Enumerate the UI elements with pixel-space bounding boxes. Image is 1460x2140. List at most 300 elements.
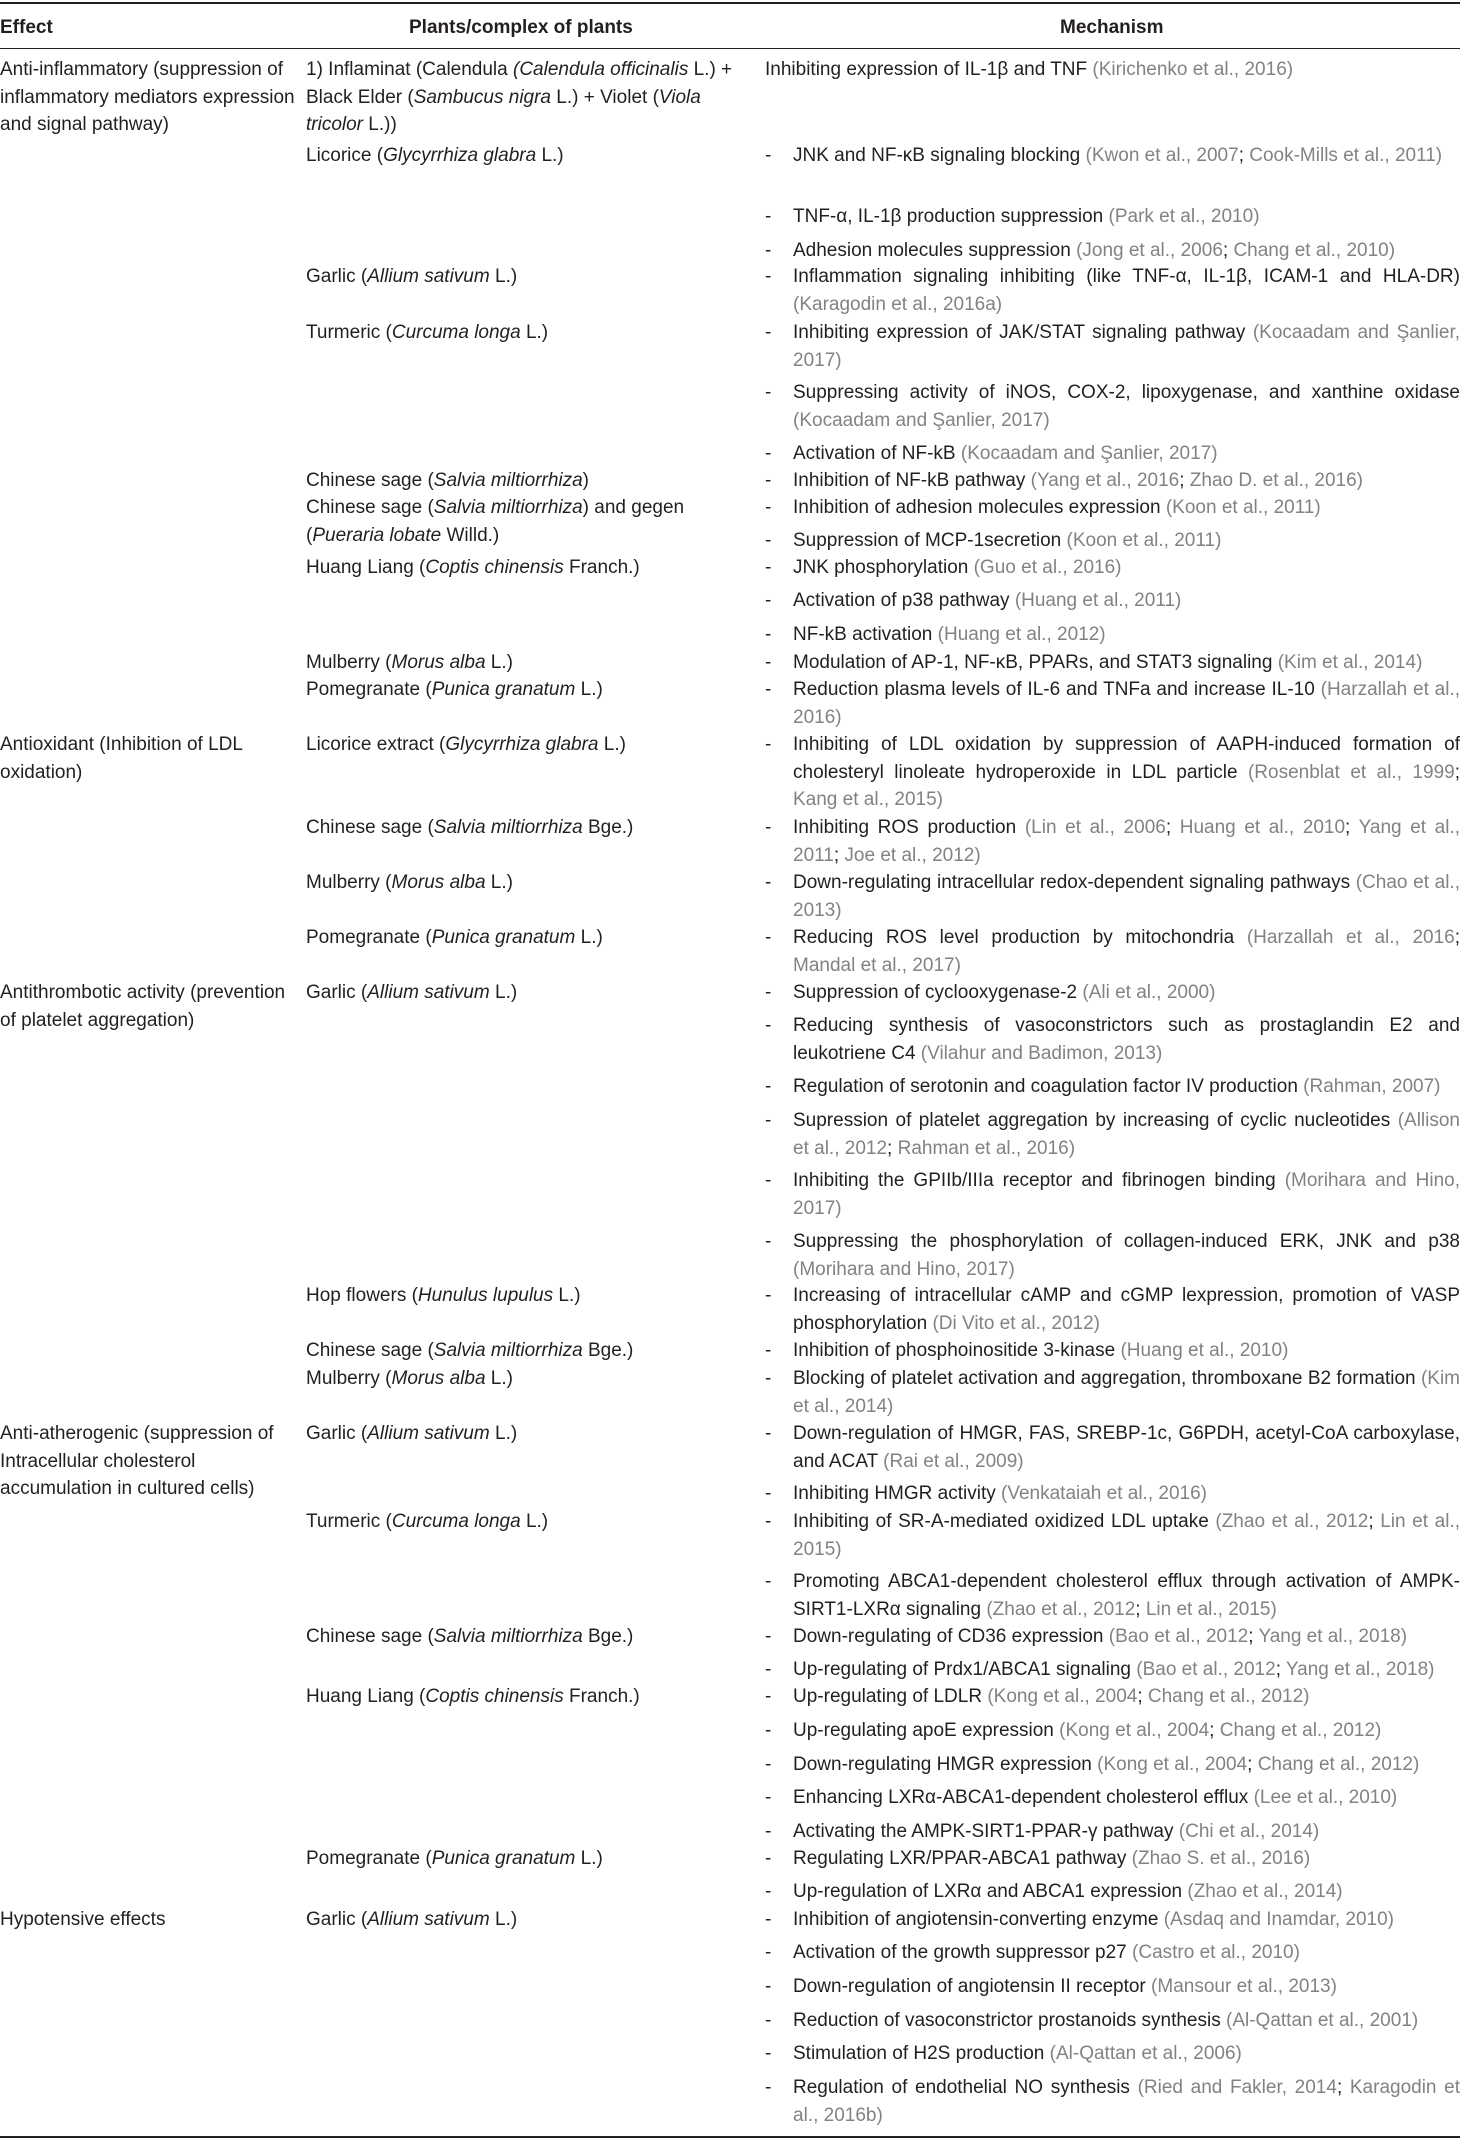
effect-cell	[0, 1420, 295, 1503]
species-name: Curcuma longa	[391, 1511, 521, 1532]
text-segment: Hypotensive effects	[0, 1909, 166, 1930]
species-name: Sambucus nigra	[413, 86, 551, 108]
bullet-dash: -	[765, 497, 772, 518]
mechanism-text	[793, 263, 1460, 318]
citation: (Allison et al., 2012	[793, 1110, 1460, 1159]
mechanism-cell	[765, 1508, 1460, 1563]
mechanism-text	[793, 731, 1460, 814]
bullet-dash: -	[765, 1170, 772, 1191]
plant-cell	[306, 814, 744, 842]
bullet-dash: -	[765, 1483, 772, 1504]
citation: (Karagodin et al., 2016a)	[793, 293, 1003, 315]
text-segment: ;	[1238, 145, 1250, 166]
text-segment: Reduction of vasoconstrictor prostanoids synthesis	[793, 2010, 1226, 2031]
citation: (Kirichenko et al., 2016)	[1092, 59, 1294, 80]
table-top-rule	[0, 2, 1460, 4]
mechanism-cell	[765, 1845, 1460, 1873]
text-segment: Down-regulating HMGR expression	[793, 1754, 1098, 1775]
plant-cell	[306, 1282, 744, 1310]
text-segment: Up-regulating of Prdx1/ABCA1 signaling	[793, 1659, 1137, 1680]
mechanism-text	[793, 237, 1460, 265]
text-segment: Pomegranate (	[306, 679, 432, 700]
text-segment: Up-regulating of LDLR	[793, 1686, 988, 1707]
text-segment: Garlic (	[306, 982, 368, 1003]
bullet-dash: -	[765, 2010, 772, 2031]
species-name: Glycyrrhiza glabra	[383, 145, 537, 166]
species-name: Allium sativum	[367, 982, 490, 1003]
mechanism-cell	[765, 1012, 1460, 1067]
text-segment: Inhibition of angiotensin-converting enzyme	[793, 1909, 1164, 1930]
bullet-dash: -	[765, 145, 772, 166]
mechanism-text	[793, 621, 1460, 649]
text-segment: Suppression of MCP-1secretion	[793, 530, 1067, 551]
mechanism-cell	[765, 1282, 1460, 1337]
text-segment: Enhancing LXRα-ABCA1-dependent cholesterol efflux	[793, 1787, 1254, 1808]
text-segment: L.)	[553, 1285, 581, 1306]
text-segment: Reducing synthesis of vasoconstrictors such as prostaglandin E2 and leukotriene C4	[793, 1015, 1460, 1064]
text-segment: ;	[887, 1137, 898, 1159]
plant-cell	[306, 1906, 744, 1934]
text-segment: Blocking of platelet activation and aggregation, thromboxane B2 formation	[793, 1368, 1421, 1389]
mechanism-text	[793, 1073, 1460, 1101]
mechanism-text	[793, 1683, 1460, 1711]
citation: Yang et al., 2018)	[1285, 1659, 1435, 1680]
citation: (Lin et al., 2006	[1024, 817, 1166, 838]
mechanism-cell	[765, 1420, 1460, 1475]
text-segment: Chinese sage (	[306, 470, 434, 491]
plant-cell	[306, 676, 744, 704]
citation: Kang et al., 2015)	[793, 789, 943, 810]
mechanism-cell	[765, 587, 1460, 615]
text-segment: Franch.)	[563, 1686, 640, 1707]
bullet-dash: -	[765, 1076, 772, 1097]
text-segment: Regulation of endothelial NO synthesis	[793, 2077, 1138, 2098]
mechanism-cell	[765, 1107, 1460, 1162]
bullet-dash: -	[765, 1511, 772, 1532]
bullet-dash: -	[765, 266, 772, 287]
mechanism-cell	[765, 869, 1460, 924]
effect-cell	[0, 56, 295, 139]
species-name: Punica granatum	[431, 1848, 576, 1869]
citation: (Zhao et al., 2012	[1215, 1511, 1369, 1532]
mechanism-cell	[765, 263, 1460, 318]
citation: (Harzallah et al., 2016	[1246, 927, 1455, 948]
text-segment: Regulating LXR/PPAR-ABCA1 pathway	[793, 1848, 1132, 1869]
citation: (Ried and Fakler, 2014	[1137, 2077, 1337, 2098]
mechanism-text	[793, 587, 1460, 615]
text-segment: ;	[1179, 470, 1190, 491]
mechanism-text	[793, 2040, 1460, 2068]
mechanism-cell	[765, 924, 1460, 979]
mechanism-text	[793, 1420, 1460, 1475]
bullet-dash: -	[765, 679, 772, 700]
mechanism-text	[793, 1751, 1460, 1779]
citation: (Ali et al., 2000)	[1082, 982, 1216, 1003]
bullet-dash: -	[765, 1848, 772, 1869]
citation: Rahman et al., 2016)	[897, 1137, 1076, 1159]
plant-cell	[306, 263, 744, 291]
citation: Chang et al., 2012)	[1219, 1720, 1382, 1741]
text-segment: Up-regulation of LXRα and ABCA1 expression	[793, 1881, 1188, 1902]
mechanism-text	[793, 1508, 1460, 1563]
text-segment: ;	[1275, 1659, 1286, 1680]
mechanism-cell	[765, 1717, 1460, 1745]
text-segment: Hop flowers (	[306, 1285, 418, 1306]
text-segment: ;	[1222, 240, 1234, 261]
plant-cell	[306, 1337, 744, 1365]
text-segment: Supression of platelet aggregation by increasing of cyclic nucleotides	[793, 1110, 1398, 1131]
text-segment: ;	[1454, 761, 1460, 783]
text-segment: Chinese sage (	[306, 817, 434, 838]
text-segment: Inflammation signaling inhibiting (like TNF-α, IL-1β, ICAM-1 and HLA-DR)	[793, 266, 1460, 287]
species-name: Coptis chinensis	[425, 557, 564, 578]
mechanism-cell	[765, 1878, 1460, 1906]
text-segment: Inhibiting of SR-A-mediated oxidized LDL uptake	[793, 1511, 1216, 1532]
citation: (Kocaadam and Şanlier, 2017)	[960, 443, 1218, 464]
text-segment: ;	[1336, 2077, 1350, 2098]
bullet-dash: -	[765, 1720, 772, 1741]
citation: (Al-Qattan et al., 2006)	[1049, 2043, 1242, 2064]
text-segment: Activation of the growth suppressor p27	[793, 1942, 1133, 1963]
mechanism-text	[793, 1365, 1460, 1420]
mechanism-text	[793, 2007, 1460, 2035]
effect-cell	[0, 731, 295, 786]
mechanism-cell	[765, 203, 1460, 231]
text-segment: ;	[1247, 1754, 1258, 1775]
mechanism-text	[793, 440, 1460, 468]
bullet-dash: -	[765, 1340, 772, 1361]
species-name: Coptis chinensis	[425, 1686, 564, 1707]
text-segment: Antioxidant (Inhibition of LDL oxidation)	[0, 734, 243, 783]
plant-cell	[306, 649, 744, 677]
mechanism-cell	[765, 554, 1460, 582]
text-segment: Willd.)	[441, 524, 500, 546]
mechanism-cell	[765, 814, 1460, 869]
citation: (Koon et al., 2011)	[1066, 530, 1222, 551]
bullet-dash: -	[765, 206, 772, 227]
text-segment: L.)	[485, 652, 513, 673]
bullet-dash: -	[765, 2077, 772, 2098]
mechanism-text	[793, 1623, 1460, 1651]
text-segment: Promoting ABCA1-dependent cholesterol efflux through activation of AMPK-SIRT1-LXRα signaling	[793, 1571, 1460, 1620]
bullet-dash: -	[765, 443, 772, 464]
text-segment: L.)	[520, 1511, 549, 1532]
bullet-dash: -	[765, 652, 772, 673]
plant-cell	[306, 494, 744, 549]
species-name: Morus alba	[391, 1368, 486, 1389]
text-segment: )	[582, 470, 589, 491]
text-segment: ;	[1345, 817, 1359, 838]
text-segment: Modulation of AP-1, NF-κB, PPARs, and STAT3 signaling	[793, 652, 1278, 673]
mechanism-text	[793, 649, 1460, 677]
mechanism-cell	[765, 319, 1460, 374]
citation: (Kong et al., 2004	[987, 1686, 1138, 1707]
text-segment: Increasing of intracellular cAMP and cGMP lexpression, promotion of VASP phosphorylation	[793, 1285, 1460, 1334]
bullet-dash: -	[765, 382, 772, 403]
species-name: Allium sativum	[367, 1423, 490, 1444]
mechanism-text	[793, 869, 1460, 924]
mechanism-text	[793, 1939, 1460, 1967]
citation: (Chao et al., 2013)	[793, 872, 1460, 921]
mechanism-text	[793, 1282, 1460, 1337]
text-segment: L.))	[363, 114, 397, 135]
text-segment: L.)	[485, 1368, 513, 1389]
citation: Cook-Mills et al., 2011)	[1249, 145, 1443, 166]
text-segment: Turmeric (	[306, 322, 392, 343]
mechanism-cell	[765, 1167, 1460, 1222]
header-effect: Effect	[0, 17, 53, 38]
plant-cell	[306, 56, 744, 139]
text-segment: Up-regulating apoE expression	[793, 1720, 1060, 1741]
text-segment: Pomegranate (	[306, 927, 432, 948]
text-segment: Inhibiting expression of JAK/STAT signaling pathway	[793, 322, 1253, 343]
mechanism-cell	[765, 2074, 1460, 2129]
mechanism-cell	[765, 1365, 1460, 1420]
mechanism-cell	[765, 649, 1460, 677]
bullet-dash: -	[765, 1285, 772, 1306]
mechanism-cell	[765, 440, 1460, 468]
species-name: Salvia miltiorrhiza	[433, 497, 583, 518]
citation: (Asdaq and Inamdar, 2010)	[1163, 1909, 1394, 1930]
bullet-dash: -	[765, 240, 772, 261]
bullet-dash: -	[765, 590, 772, 611]
bullet-dash: -	[765, 322, 772, 343]
text-segment: L.)	[575, 927, 603, 948]
citation: (Kim et al., 2014)	[1277, 652, 1423, 673]
plant-cell	[306, 319, 744, 347]
plant-cell	[306, 1623, 744, 1651]
bullet-dash: -	[765, 1686, 772, 1707]
text-segment: Inhibition of NF-kB pathway	[793, 470, 1031, 491]
species-name: Hunulus lupulus	[417, 1285, 554, 1306]
text-segment: Bge.)	[582, 817, 634, 838]
mechanism-text	[793, 1906, 1460, 1934]
mechanism-text	[793, 2074, 1460, 2129]
text-segment: Inhibiting expression of IL-1β and TNF	[765, 59, 1093, 80]
citation: (Kim et al., 2014)	[793, 1368, 1460, 1417]
mechanism-text	[793, 1717, 1460, 1745]
species-name: Salvia miltiorrhiza	[433, 470, 583, 491]
text-segment: Huang Liang (	[306, 1686, 426, 1707]
bullet-dash: -	[765, 1015, 772, 1036]
text-segment: Inhibiting of LDL oxidation by suppression of AAPH-induced formation of cholesteryl linoleate hydroperoxide in LDL particle	[793, 734, 1460, 783]
citation: Lin et al., 2015)	[1145, 1598, 1277, 1620]
mechanism-cell	[765, 1073, 1460, 1101]
plant-cell	[306, 1508, 744, 1536]
text-segment: Activation of NF-kB	[793, 443, 961, 464]
header-mechanism: Mechanism	[1060, 17, 1164, 38]
bullet-dash: -	[765, 1754, 772, 1775]
citation: Mandal et al., 2017)	[793, 954, 961, 976]
text-segment: L.)	[536, 145, 564, 166]
text-segment: Suppressing the phosphorylation of collagen-induced ERK, JNK and p38	[793, 1231, 1460, 1252]
text-segment: Garlic (	[306, 266, 368, 287]
mechanism-cell	[765, 527, 1460, 555]
mechanism-cell	[765, 1939, 1460, 1967]
citation: (Mansour et al., 2013)	[1151, 1976, 1337, 1997]
text-segment: L.)	[489, 1909, 518, 1930]
header-plants: Plants/complex of plants	[409, 17, 633, 38]
text-segment: ;	[1137, 1686, 1148, 1707]
text-segment: Reduction plasma levels of IL-6 and TNFa and increase IL-10	[793, 679, 1321, 700]
mechanism-text	[793, 319, 1460, 374]
bullet-dash: -	[765, 982, 772, 1003]
text-segment: Franch.)	[563, 557, 640, 578]
citation: Chang et al., 2010)	[1233, 240, 1396, 261]
citation: (Huang et al., 2012)	[937, 624, 1106, 645]
mechanism-cell	[765, 2040, 1460, 2068]
citation: (Al-Qattan et al., 2001)	[1226, 2010, 1419, 2031]
species-name: Allium sativum	[367, 266, 490, 287]
mechanism-cell	[765, 1784, 1460, 1812]
mechanism-text	[793, 467, 1460, 495]
mechanism-text	[793, 527, 1460, 555]
mechanism-text	[793, 379, 1460, 434]
mechanism-text	[793, 924, 1460, 979]
table-bottom-rule	[0, 2136, 1460, 2138]
text-segment: ;	[1368, 1511, 1381, 1532]
bullet-dash: -	[765, 1659, 772, 1680]
mechanism-text	[793, 494, 1460, 522]
citation: (Rahman, 2007)	[1303, 1076, 1441, 1097]
citation: Lin et al., 2015)	[793, 1511, 1460, 1560]
mechanism-cell	[765, 1623, 1460, 1651]
plant-cell	[306, 1845, 744, 1873]
text-segment: L.)	[598, 734, 626, 755]
citation: Yang et al., 2011	[793, 817, 1460, 866]
citation: (Kong et al., 2004	[1097, 1754, 1248, 1775]
bullet-dash: -	[765, 1976, 772, 1997]
text-segment: ;	[1454, 927, 1460, 948]
mechanism-text	[793, 979, 1460, 1007]
citation: Chang et al., 2012)	[1147, 1686, 1310, 1707]
citation: (Park et al., 2010)	[1108, 206, 1260, 227]
text-segment: L.)	[485, 872, 513, 893]
citation: Huang et al., 2010	[1179, 817, 1346, 838]
mechanism-text	[793, 1568, 1460, 1623]
text-segment: Down-regulating intracellular redox-dependent signaling pathways	[793, 872, 1356, 893]
citation: (Castro et al., 2010)	[1132, 1942, 1300, 1963]
text-segment: Turmeric (	[306, 1511, 392, 1532]
text-segment: Garlic (	[306, 1909, 368, 1930]
text-segment: Inhibiting HMGR activity	[793, 1483, 1002, 1504]
text-segment: Huang Liang (	[306, 557, 426, 578]
bullet-dash: -	[765, 530, 772, 551]
mechanism-text	[793, 1656, 1460, 1684]
bullet-dash: -	[765, 1787, 772, 1808]
mechanism-cell	[765, 1818, 1460, 1846]
citation: (Morihara and Hino, 2017)	[793, 1258, 1015, 1280]
species-name: Salvia miltiorrhiza	[433, 817, 583, 838]
species-name: Glycyrrhiza glabra	[445, 734, 599, 755]
bullet-dash: -	[765, 1909, 772, 1930]
mechanism-text	[793, 1228, 1460, 1283]
citation: (Harzallah et al., 2016)	[793, 679, 1460, 728]
mechanism-text	[793, 1167, 1460, 1222]
text-segment: Antithrombotic activity (prevention of platelet aggregation)	[0, 982, 286, 1031]
mechanism-cell	[765, 979, 1460, 1007]
text-segment: Mulberry (	[306, 1368, 392, 1389]
plant-cell	[306, 1420, 744, 1448]
bullet-dash: -	[765, 1626, 772, 1647]
text-segment: L.)	[575, 679, 603, 700]
effect-cell	[0, 979, 295, 1034]
text-segment: ;	[1248, 1626, 1259, 1647]
mechanism-text	[793, 1973, 1460, 2001]
citation: Joe et al., 2012)	[844, 844, 981, 866]
species-name: Salvia miltiorrhiza	[433, 1340, 583, 1361]
bullet-dash: -	[765, 1881, 772, 1902]
text-segment: Anti-atherogenic (suppression of Intracellular cholesterol accumulation in cultured cells)	[0, 1423, 274, 1499]
citation: (Kong et al., 2004	[1059, 1720, 1210, 1741]
text-segment: Inhibiting ROS production	[793, 817, 1025, 838]
mechanism-text	[793, 1845, 1460, 1873]
text-segment: L.)	[520, 322, 549, 343]
header-rule	[0, 48, 1460, 49]
citation: (Yang et al., 2016	[1030, 470, 1180, 491]
plant-cell	[306, 467, 744, 495]
text-segment: Inhibition of adhesion molecules expression	[793, 497, 1166, 518]
species-name: Punica granatum	[431, 679, 576, 700]
text-segment: NF-kB activation	[793, 624, 938, 645]
bullet-dash: -	[765, 557, 772, 578]
mechanism-cell	[765, 1683, 1460, 1711]
bullet-dash: -	[765, 1110, 772, 1131]
citation: (Bao et al., 2012	[1108, 1626, 1249, 1647]
species-name: Morus alba	[391, 872, 486, 893]
mechanism-text	[793, 1480, 1460, 1508]
bullet-dash: -	[765, 1942, 772, 1963]
bullet-dash: -	[765, 1231, 772, 1252]
species-name: Viola tricolor	[306, 86, 701, 135]
species-name: Punica granatum	[431, 927, 576, 948]
text-segment: L.) + Black Elder (	[306, 59, 733, 108]
citation: (Zhao S. et al., 2016)	[1131, 1848, 1311, 1869]
bullet-dash: -	[765, 927, 772, 948]
mechanism-text	[793, 1784, 1460, 1812]
mechanism-cell	[765, 467, 1460, 495]
plant-cell	[306, 979, 744, 1007]
text-segment: L.)	[575, 1848, 603, 1869]
bullet-dash: -	[765, 817, 772, 838]
text-segment: L.)	[489, 982, 518, 1003]
text-segment: Chinese sage (	[306, 1340, 434, 1361]
mechanism-cell	[765, 1751, 1460, 1779]
text-segment: Down-regulation of angiotensin II receptor	[793, 1976, 1152, 1997]
citation: (Huang et al., 2010)	[1120, 1340, 1289, 1361]
text-segment: JNK and NF-κB signaling blocking	[793, 145, 1086, 166]
text-segment: Bge.)	[582, 1340, 634, 1361]
text-segment: Licorice (	[306, 145, 384, 166]
mechanism-cell	[765, 56, 1460, 84]
species-name: (Calendula officinalis	[513, 59, 689, 80]
mechanism-text	[793, 554, 1460, 582]
mechanism-cell	[765, 142, 1460, 170]
mechanism-text	[793, 203, 1460, 231]
text-segment: Licorice extract (	[306, 734, 446, 755]
bullet-dash: -	[765, 624, 772, 645]
text-segment: L.) + Violet (	[551, 86, 659, 108]
citation: (Lee et al., 2010)	[1253, 1787, 1398, 1808]
text-segment: Adhesion molecules suppression	[793, 240, 1077, 261]
text-segment: Anti-inflammatory (suppression of inflammatory mediators expression and signal pathway)	[0, 59, 295, 135]
mechanism-cell	[765, 676, 1460, 731]
text-segment: Suppressing activity of iNOS, COX-2, lipoxygenase, and xanthine oxidase	[793, 382, 1460, 403]
citation: Chang et al., 2012)	[1257, 1754, 1420, 1775]
mechanism-text	[793, 1818, 1460, 1846]
text-segment: ) and gegen (	[306, 497, 685, 546]
bullet-dash: -	[765, 734, 772, 755]
